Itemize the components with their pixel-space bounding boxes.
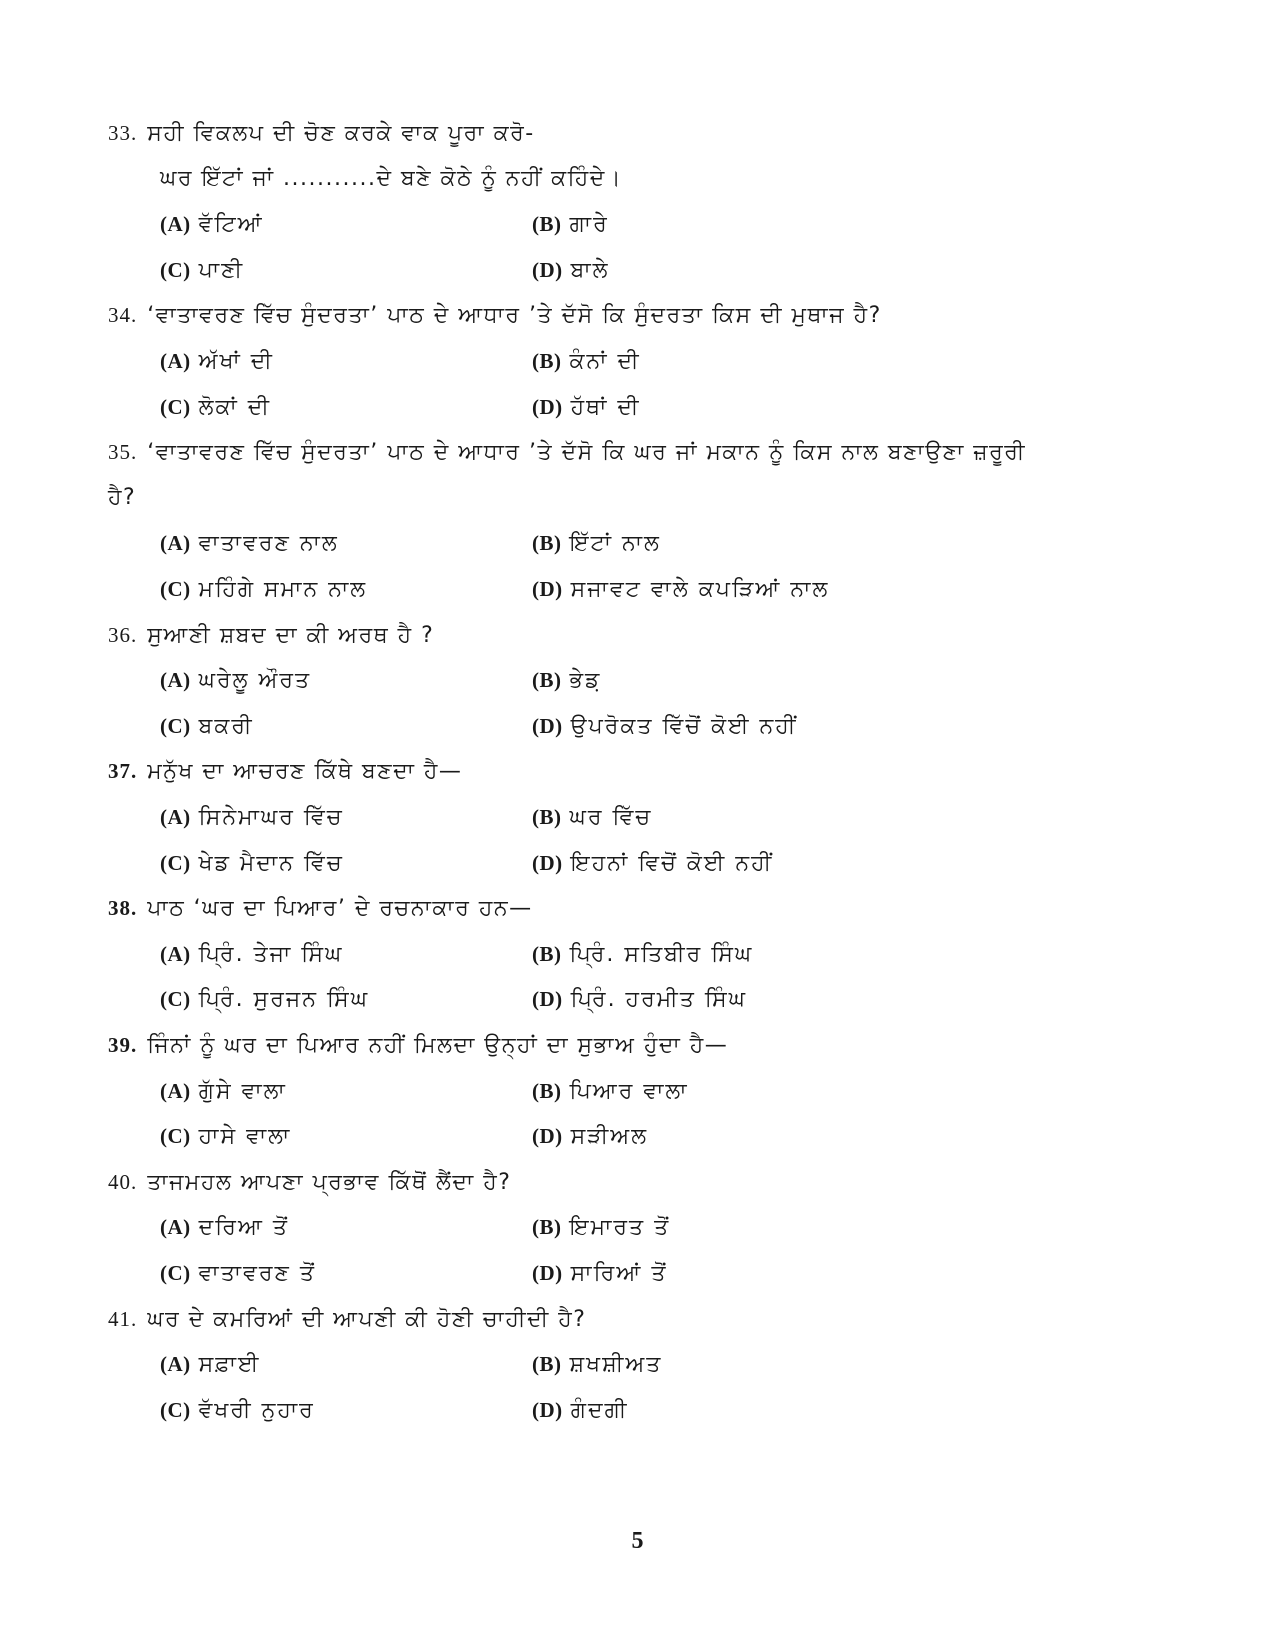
option-text: ਵਾਤਾਵਰਣ ਨਾਲ [198, 531, 339, 557]
option-text: ਪ੍ਰਿੰ. ਸਤਿਬੀਰ ਸਿੰਘ [569, 941, 754, 967]
question-number: 35. [108, 440, 138, 465]
question-number: 37. [108, 759, 138, 784]
option-text: ਖੇਡ ਮੈਦਾਨ ਵਿੱਚ [198, 850, 344, 876]
option-label: (B) [532, 805, 562, 829]
answer-option[interactable] [532, 1076, 689, 1107]
option-text: ਲੋਕਾਂ ਦੀ [198, 394, 271, 420]
question-stem-continued [108, 483, 136, 513]
option-label: (B) [532, 212, 562, 237]
question-text: ਤਾਜਮਹਲ ਆਪਣਾ ਪ੍ਰਭਾਵ ਕਿੱਥੋਂ ਲੈਂਦਾ ਹੈ? [147, 1169, 512, 1195]
answer-option[interactable] [160, 1121, 291, 1152]
answer-option[interactable] [532, 711, 797, 742]
question-number: 40. [108, 1169, 138, 1194]
question-text: ਸਹੀ ਵਿਕਲਪ ਦੀ ਚੋਣ ਕਰਕੇ ਵਾਕ ਪੂਰਾ ਕਰੋ- [147, 121, 535, 146]
question-stem [108, 118, 535, 149]
option-text: ਉਪਰੋਕਤ ਵਿੱਚੋਂ ਕੋਈ ਨਹੀਂ [570, 713, 798, 739]
option-text: ਵੱਟਿਆਂ [198, 212, 264, 238]
option-text: ਸ਼ਖਸ਼ੀਅਤ [569, 1352, 663, 1378]
option-label: (A) [160, 212, 191, 237]
option-text: ਸਫ਼ਾਈ [198, 1352, 261, 1378]
option-label: (B) [532, 531, 562, 556]
answer-option[interactable] [532, 939, 753, 970]
option-label: (D) [532, 577, 563, 601]
option-text: ਅੱਖਾਂ ਦੀ [198, 349, 274, 374]
option-label: (C) [160, 713, 191, 738]
answer-option[interactable] [160, 1258, 316, 1289]
option-label: (D) [532, 1397, 563, 1422]
question-number: 34. [108, 303, 138, 328]
option-label: (D) [532, 1124, 563, 1149]
option-label: (B) [532, 1352, 562, 1377]
answer-option[interactable] [160, 528, 339, 559]
option-text: ਸਿਨੇਮਾਘਰ ਵਿੱਚ [198, 805, 344, 830]
question-stem [108, 437, 1026, 468]
question-stem [108, 756, 462, 787]
question-stem [108, 1167, 511, 1198]
answer-option[interactable] [160, 665, 311, 696]
page-number: 5 [631, 1528, 644, 1554]
question-stem [108, 620, 434, 651]
option-text: ਇਮਾਰਤ ਤੋਂ [569, 1215, 671, 1241]
option-label: (B) [532, 941, 562, 966]
option-text: ਇਹਨਾਂ ਵਿਚੋਂ ਕੋਈ ਨਹੀਂ [570, 850, 774, 876]
question-stem [108, 300, 882, 331]
option-text: ਭੇਡ਼ [569, 668, 602, 694]
answer-option[interactable] [160, 209, 264, 240]
option-text: ਦਰਿਆ ਤੋਂ [198, 1215, 289, 1241]
question-number: 33. [108, 121, 138, 145]
option-text: ਘਰੇਲੂ ਔਰਤ [198, 668, 312, 694]
question-number: 36. [108, 622, 138, 647]
answer-option[interactable] [160, 255, 244, 286]
question-stem [108, 1304, 586, 1335]
answer-option[interactable] [532, 1121, 648, 1152]
option-text: ਪ੍ਰਿੰ. ਤੇਜਾ ਸਿੰਘ [198, 941, 344, 967]
option-text: ਸੜੀਅਲ [570, 1124, 649, 1150]
option-text: ਗੁੱਸੇ ਵਾਲਾ [198, 1078, 287, 1104]
answer-option[interactable] [160, 346, 274, 377]
answer-option[interactable] [532, 574, 829, 605]
question-number: 39. [108, 1033, 138, 1057]
answer-option[interactable] [160, 939, 343, 970]
question-text: ਘਰ ਇੱਟਾਂ ਜਾਂ ...........ਦੇ ਬਣੇ ਕੋਠੇ ਨੂੰ ਨਹੀਂ ਕਹਿੰਦੇ। [160, 165, 623, 191]
option-label: (D) [532, 850, 563, 875]
option-text: ਵੱਖਰੀ ਨੁਹਾਰ [198, 1397, 315, 1423]
answer-option[interactable] [160, 574, 367, 605]
option-text: ਗੰਦਗੀ [570, 1397, 629, 1423]
option-label: (A) [160, 1078, 191, 1103]
question-stem-continued [160, 164, 622, 194]
answer-option[interactable] [532, 984, 747, 1015]
option-label: (A) [160, 941, 191, 966]
option-label: (D) [532, 257, 563, 282]
question-text: ਘਰ ਦੇ ਕਮਰਿਆਂ ਦੀ ਆਪਣੀ ਕੀ ਹੋਣੀ ਚਾਹੀਦੀ ਹੈ? [147, 1306, 587, 1332]
option-label: (C) [160, 850, 191, 875]
answer-option[interactable] [532, 1212, 670, 1243]
answer-option[interactable] [160, 392, 271, 423]
answer-option[interactable] [532, 346, 641, 377]
option-label: (A) [160, 668, 191, 693]
option-label: (C) [160, 1397, 191, 1422]
option-text: ਪਿਆਰ ਵਾਲਾ [569, 1078, 689, 1104]
option-label: (A) [160, 1352, 191, 1377]
question-text: ਜਿੰਨਾਂ ਨੂੰ ਘਰ ਦਾ ਪਿਆਰ ਨਹੀਂ ਮਿਲਦਾ ਉਨ੍ਹਾਂ ਦਾ ਸੁਭਾਅ ਹੁੰਦਾ ਹੈ— [147, 1033, 729, 1058]
answer-option[interactable] [160, 711, 254, 742]
question-stem [108, 1030, 728, 1061]
option-text: ਸਾਰਿਆਂ ਤੋਂ [570, 1261, 668, 1286]
option-label: (C) [160, 987, 191, 1012]
option-text: ਘਰ ਵਿੱਚ [569, 805, 653, 830]
answer-option[interactable] [532, 1258, 667, 1289]
answer-option[interactable] [160, 1349, 260, 1380]
option-label: (C) [160, 257, 191, 282]
option-label: (B) [532, 1078, 562, 1103]
answer-option[interactable] [532, 528, 661, 559]
option-label: (A) [160, 805, 191, 829]
option-label: (D) [532, 713, 563, 738]
answer-option[interactable] [532, 1395, 628, 1426]
option-label: (A) [160, 1215, 191, 1240]
option-text: ਪਾਣੀ [198, 257, 245, 283]
question-text: ਸੁਆਣੀ ਸ਼ਬਦ ਦਾ ਕੀ ਅਰਥ ਹੈ ? [147, 622, 435, 648]
option-text: ਮਹਿੰਗੇ ਸਮਾਨ ਨਾਲ [198, 577, 368, 602]
answer-option[interactable] [532, 802, 652, 833]
answer-option[interactable] [160, 1395, 315, 1426]
answer-option[interactable] [160, 1212, 289, 1243]
option-text: ਗਾਰੇ [569, 212, 609, 238]
question-text: ਹੈ? [108, 484, 137, 510]
answer-option[interactable] [160, 802, 344, 833]
question-text: ‘ਵਾਤਾਵਰਣ ਵਿੱਚ ਸੁੰਦਰਤਾ’ ਪਾਠ ਦੇ ਆਧਾਰ ’ਤੇ ਦੱਸੋ ਕਿ ਸੁੰਦਰਤਾ ਕਿਸ ਦੀ ਮੁਥਾਜ ਹੈ? [147, 303, 882, 329]
answer-option[interactable] [532, 255, 610, 286]
option-label: (D) [532, 1261, 563, 1285]
answer-option[interactable] [532, 1349, 662, 1380]
option-label: (A) [160, 531, 191, 556]
option-text: ਸਜਾਵਟ ਵਾਲੇ ਕਪੜਿਆਂ ਨਾਲ [570, 577, 830, 602]
option-label: (B) [532, 349, 562, 373]
question-number: 41. [108, 1306, 138, 1331]
option-label: (B) [532, 668, 562, 693]
question-text: ਮਨੁੱਖ ਦਾ ਆਚਰਣ ਕਿੱਥੇ ਬਣਦਾ ਹੈ— [147, 759, 463, 785]
question-number: 38. [108, 896, 138, 921]
answer-option[interactable] [160, 848, 344, 879]
option-label: (A) [160, 349, 191, 373]
option-label: (B) [532, 1215, 562, 1240]
option-label: (C) [160, 577, 191, 601]
question-text: ਪਾਠ ‘ਘਰ ਦਾ ਪਿਆਰ’ ਦੇ ਰਚਨਾਕਾਰ ਹਨ— [147, 896, 533, 922]
option-text: ਇੱਟਾਂ ਨਾਲ [569, 531, 661, 557]
option-text: ਬਾਲੇ [570, 257, 610, 283]
answer-option[interactable] [532, 665, 601, 696]
question-text: ‘ਵਾਤਾਵਰਣ ਵਿੱਚ ਸੁੰਦਰਤਾ’ ਪਾਠ ਦੇ ਆਧਾਰ ’ਤੇ ਦੱਸੋ ਕਿ ਘਰ ਜਾਂ ਮਕਾਨ ਨੂੰ ਕਿਸ ਨਾਲ ਬਣਾਉਣਾ ਜ਼ਰੂਰੀ [147, 440, 1027, 466]
option-label: (D) [532, 987, 563, 1012]
option-label: (D) [532, 394, 563, 419]
answer-option[interactable] [160, 1076, 287, 1107]
answer-option[interactable] [160, 984, 369, 1015]
answer-option[interactable] [532, 209, 609, 240]
option-text: ਵਾਤਾਵਰਣ ਤੋਂ [198, 1261, 316, 1286]
option-label: (C) [160, 1124, 191, 1149]
option-text: ਬਕਰੀ [198, 713, 254, 739]
option-text: ਕੰਨਾਂ ਦੀ [569, 349, 641, 374]
question-stem [108, 893, 533, 924]
option-text: ਹੱਥਾਂ ਦੀ [570, 394, 641, 420]
option-label: (C) [160, 394, 191, 419]
option-text: ਪ੍ਰਿੰ. ਹਰਮੀਤ ਸਿੰਘ [570, 987, 747, 1013]
option-text: ਹਾਸੇ ਵਾਲਾ [198, 1124, 292, 1150]
answer-option[interactable] [532, 848, 773, 879]
option-text: ਪ੍ਰਿੰ. ਸੁਰਜਨ ਸਿੰਘ [198, 987, 370, 1013]
answer-option[interactable] [532, 392, 641, 423]
option-label: (C) [160, 1261, 191, 1285]
